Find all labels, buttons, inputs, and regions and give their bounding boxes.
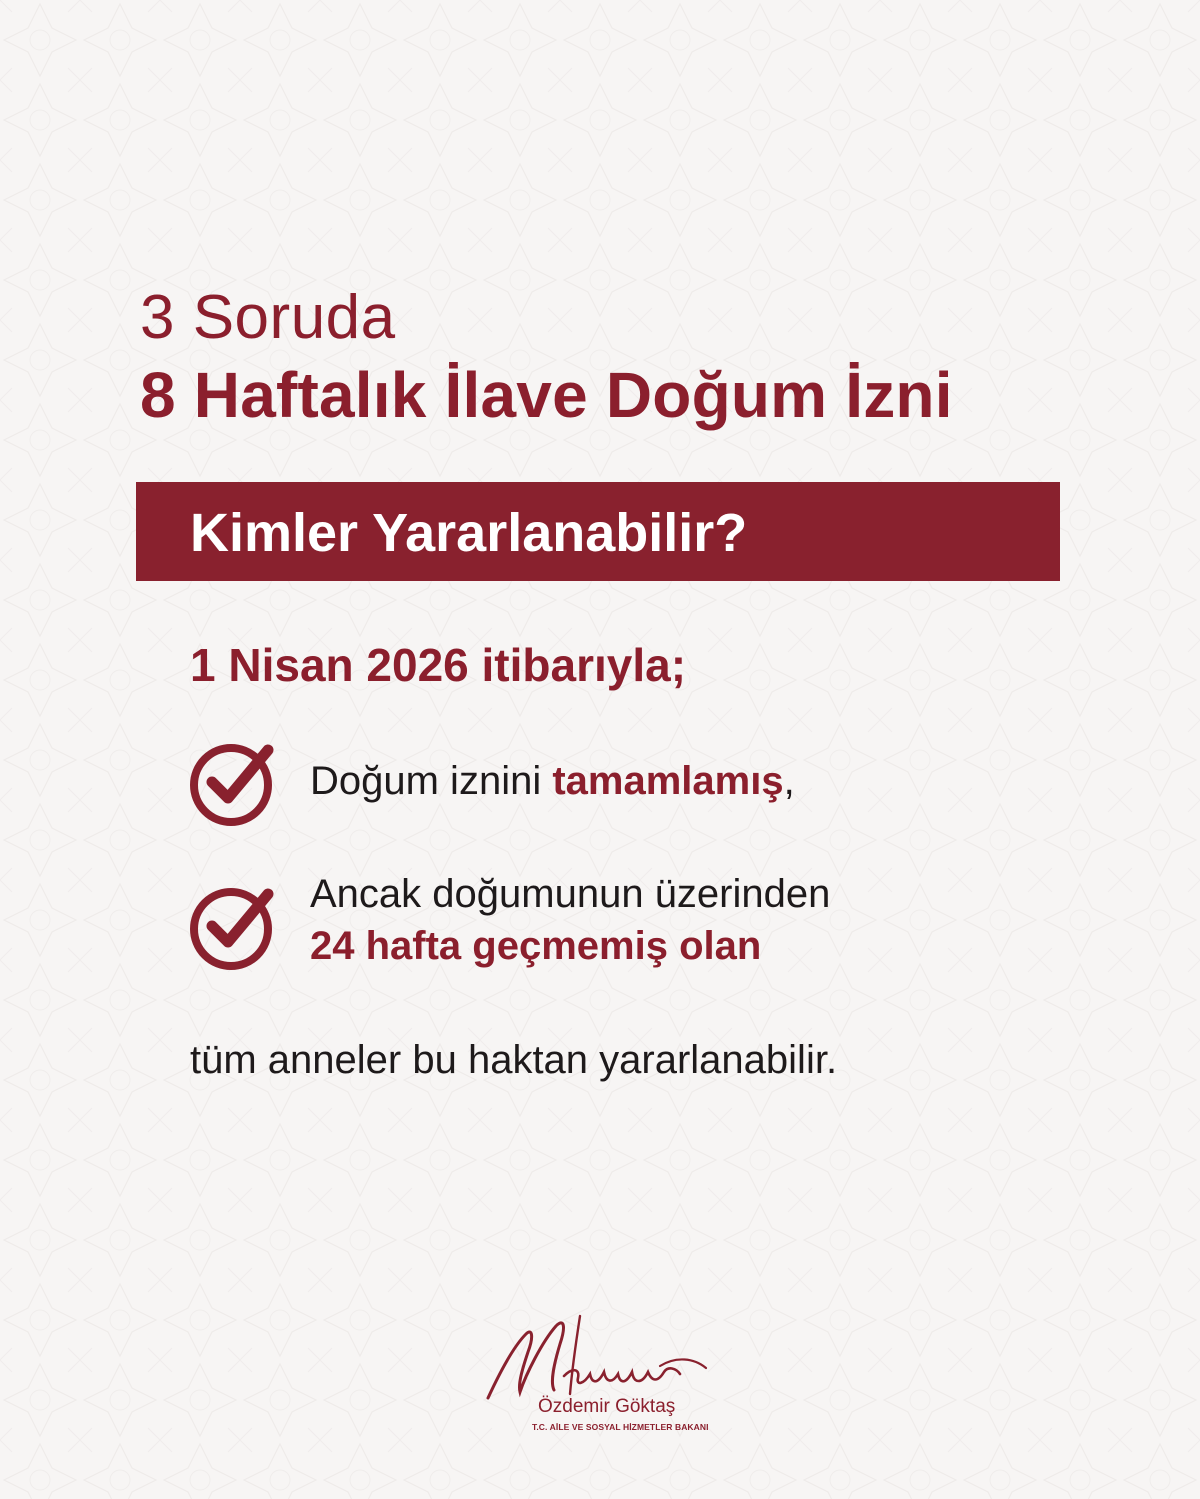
page-subtitle: 3 Soruda	[140, 283, 396, 352]
list-item	[310, 755, 795, 807]
item-text-suffix: ,	[783, 759, 795, 803]
signature-title: T.C. AİLE VE SOSYAL HİZMETLER BAKANI	[532, 1422, 709, 1432]
list-item	[310, 868, 830, 972]
signature-name: Özdemir Göktaş	[538, 1396, 676, 1417]
item-line: Ancak doğumunun üzerinden	[310, 872, 831, 916]
item-text-bold: tamamlamış	[552, 759, 784, 803]
date-line: 1 Nisan 2026 itibarıyla;	[190, 639, 687, 691]
page-title: 8 Haftalık İlave Doğum İzni	[140, 359, 953, 431]
conclusion-text: tüm anneler bu haktan yararlanabilir.	[190, 1038, 838, 1082]
signature	[480, 1312, 720, 1442]
banner-text: Kimler Yararlanabilir?	[190, 503, 748, 563]
item-text-normal: Doğum iznini	[310, 759, 553, 803]
item-line-bold: 24 hafta geçmemiş olan	[310, 924, 762, 968]
section-banner	[136, 482, 1060, 581]
check-circle-icon	[188, 738, 278, 828]
check-circle-icon	[188, 882, 278, 972]
